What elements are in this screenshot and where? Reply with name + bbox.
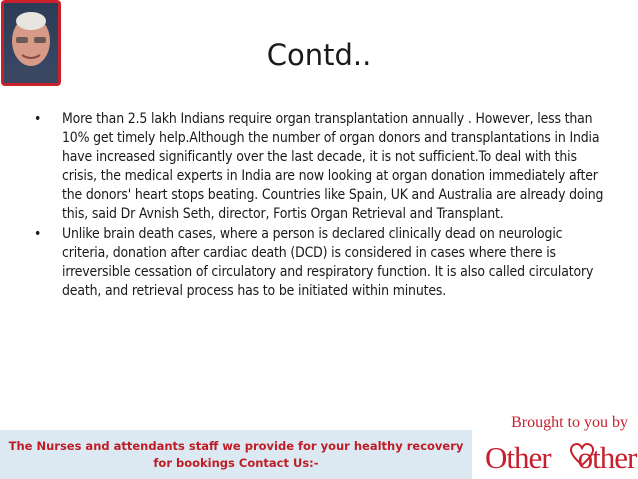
heart-icon [569, 442, 595, 468]
slide-title: Contd.. [266, 38, 372, 72]
bullet-dot-icon: • [34, 226, 42, 242]
bullet-text: More than 2.5 lakh Indians require organ transplantation annually . However, less than 10% get timely help.Although the number of organ donors and transplantations in India have increased significantly over the last decade, it is not sufficient.To deal with this crisis, the medical experts in India are now looking at organ donation immediately after the donors' heart stops beating. Countries like Spain, UK and Australia are already doing this, said Dr Avnish Seth, director, Fortis Organ Retrieval and Transplant. [62, 111, 604, 222]
promo-footer-line1: The Nurses and attendants staff we provide for your healthy recovery [8, 439, 464, 453]
promo-footer [0, 430, 472, 479]
bullet-list [34, 110, 609, 301]
logo-text: Other other [485, 440, 637, 475]
bullet-text: Unlike brain death cases, where a person is declared clinically dead on neurologic criteria, donation after cardiac death (DCD) is considered in cases where there is irreversible cessation of circulatory and respiratory function. It is also called circulatory death, and retrieval process has to be initiated within minutes. [62, 226, 594, 299]
other-mother-logo [485, 440, 637, 476]
bullet-item [34, 110, 609, 224]
bullet-dot-icon: • [34, 111, 42, 127]
promo-footer-line2: for bookings Contact Us:- [153, 456, 319, 470]
bullet-item [34, 225, 609, 301]
brought-to-you-by: Brought to you by [511, 414, 628, 431]
